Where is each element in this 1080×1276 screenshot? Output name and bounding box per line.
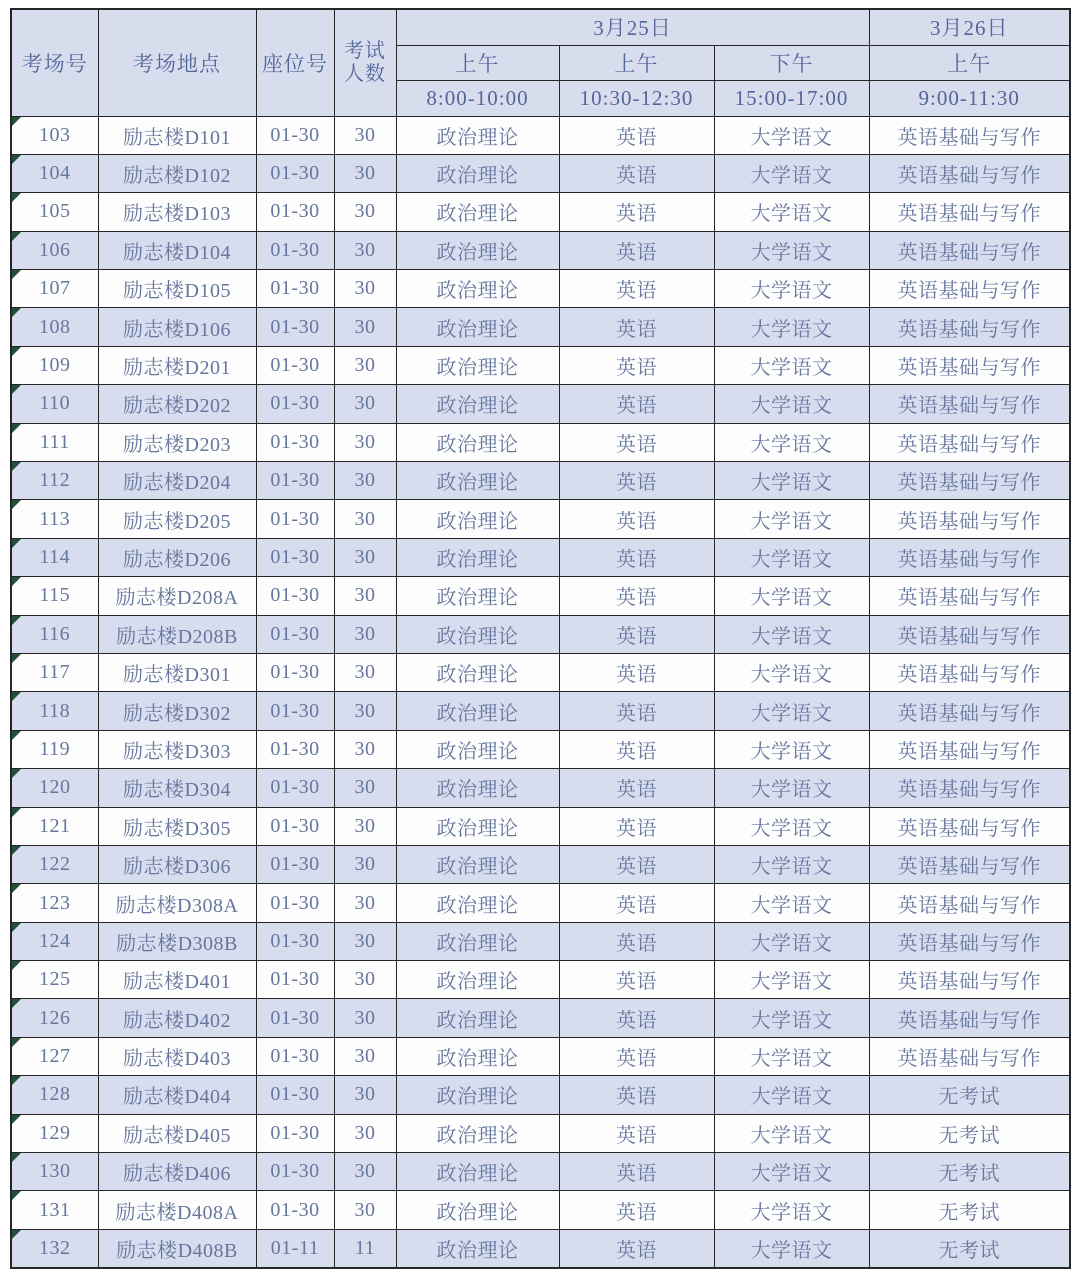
cell-session2-subject: 英语: [559, 769, 714, 807]
cell-day2-subject: 英语基础与写作: [869, 922, 1070, 960]
cell-seat-range: 01-30: [256, 615, 334, 653]
cell-location: 励志楼D304: [98, 769, 256, 807]
header-time-session3: 15:00-17:00: [714, 80, 869, 116]
cell-examinee-count: 11: [334, 1229, 396, 1267]
cell-day2-subject: 英语基础与写作: [869, 116, 1070, 154]
cell-session3-subject: 大学语文: [714, 692, 869, 730]
cell-examinee-count: 30: [334, 346, 396, 384]
header-time-session2: 10:30-12:30: [559, 80, 714, 116]
cell-room-number: 111: [11, 423, 98, 461]
cell-location: 励志楼D302: [98, 692, 256, 730]
cell-examinee-count: 30: [334, 577, 396, 615]
cell-seat-range: 01-30: [256, 577, 334, 615]
cell-day2-subject: 英语基础与写作: [869, 845, 1070, 883]
cell-room-number: 113: [11, 500, 98, 538]
cell-room-number: 132: [11, 1229, 98, 1267]
cell-location: 励志楼D401: [98, 961, 256, 999]
cell-seat-range: 01-30: [256, 231, 334, 269]
cell-location: 励志楼D405: [98, 1114, 256, 1152]
cell-day2-subject: 英语基础与写作: [869, 653, 1070, 691]
cell-room-number: 116: [11, 615, 98, 653]
cell-examinee-count: 30: [334, 1076, 396, 1114]
cell-session3-subject: 大学语文: [714, 154, 869, 192]
cell-examinee-count: 30: [334, 807, 396, 845]
cell-location: 励志楼D306: [98, 845, 256, 883]
cell-seat-range: 01-30: [256, 385, 334, 423]
cell-day2-subject: 英语基础与写作: [869, 692, 1070, 730]
table-row: [11, 423, 1070, 461]
cell-seat-range: 01-30: [256, 500, 334, 538]
cell-location: 励志楼D102: [98, 154, 256, 192]
cell-location: 励志楼D404: [98, 1076, 256, 1114]
cell-examinee-count: 30: [334, 845, 396, 883]
cell-seat-range: 01-30: [256, 116, 334, 154]
cell-location: 励志楼D305: [98, 807, 256, 845]
cell-session3-subject: 大学语文: [714, 577, 869, 615]
cell-room-number: 130: [11, 1153, 98, 1191]
cell-room-number: 109: [11, 346, 98, 384]
cell-location: 励志楼D104: [98, 231, 256, 269]
header-period-session2: 上午: [559, 45, 714, 80]
cell-room-number: 112: [11, 462, 98, 500]
schedule-table-body: [11, 116, 1070, 1268]
cell-session2-subject: 英语: [559, 615, 714, 653]
cell-seat-range: 01-30: [256, 845, 334, 883]
cell-session1-subject: 政治理论: [396, 385, 559, 423]
cell-examinee-count: 30: [334, 1153, 396, 1191]
cell-day2-subject: 英语基础与写作: [869, 385, 1070, 423]
cell-session1-subject: 政治理论: [396, 961, 559, 999]
table-row: [11, 769, 1070, 807]
cell-day2-subject: 英语基础与写作: [869, 270, 1070, 308]
cell-location: 励志楼D303: [98, 730, 256, 768]
cell-session1-subject: 政治理论: [396, 231, 559, 269]
cell-location: 励志楼D402: [98, 999, 256, 1037]
cell-location: 励志楼D105: [98, 270, 256, 308]
cell-session3-subject: 大学语文: [714, 1191, 869, 1229]
table-row: [11, 615, 1070, 653]
cell-room-number: 131: [11, 1191, 98, 1229]
table-row: [11, 116, 1070, 154]
cell-day2-subject: 英语基础与写作: [869, 769, 1070, 807]
cell-session2-subject: 英语: [559, 845, 714, 883]
table-row: [11, 538, 1070, 576]
cell-seat-range: 01-30: [256, 346, 334, 384]
cell-location: 励志楼D204: [98, 462, 256, 500]
cell-room-number: 117: [11, 653, 98, 691]
cell-location: 励志楼D201: [98, 346, 256, 384]
table-row: [11, 922, 1070, 960]
cell-session3-subject: 大学语文: [714, 730, 869, 768]
cell-session1-subject: 政治理论: [396, 538, 559, 576]
cell-day2-subject: 英语基础与写作: [869, 730, 1070, 768]
table-row: [11, 577, 1070, 615]
cell-day2-subject: 无考试: [869, 1191, 1070, 1229]
header-location: 考场地点: [98, 9, 256, 116]
cell-day2-subject: 英语基础与写作: [869, 462, 1070, 500]
cell-examinee-count: 30: [334, 961, 396, 999]
cell-day2-subject: 英语基础与写作: [869, 423, 1070, 461]
table-row: [11, 270, 1070, 308]
cell-session1-subject: 政治理论: [396, 884, 559, 922]
table-row: [11, 807, 1070, 845]
cell-day2-subject: 英语基础与写作: [869, 1037, 1070, 1075]
cell-session1-subject: 政治理论: [396, 1229, 559, 1267]
cell-examinee-count: 30: [334, 884, 396, 922]
cell-day2-subject: 英语基础与写作: [869, 961, 1070, 999]
header-period-session3: 下午: [714, 45, 869, 80]
cell-session2-subject: 英语: [559, 1191, 714, 1229]
cell-day2-subject: 英语基础与写作: [869, 346, 1070, 384]
table-row: [11, 845, 1070, 883]
cell-session2-subject: 英语: [559, 1076, 714, 1114]
cell-examinee-count: 30: [334, 500, 396, 538]
cell-room-number: 118: [11, 692, 98, 730]
cell-session2-subject: 英语: [559, 1037, 714, 1075]
header-examinee-count-line2: 人数: [344, 62, 386, 85]
header-period-session4: 上午: [869, 45, 1070, 80]
cell-session1-subject: 政治理论: [396, 308, 559, 346]
cell-session1-subject: 政治理论: [396, 769, 559, 807]
table-row: [11, 462, 1070, 500]
cell-room-number: 114: [11, 538, 98, 576]
table-row: [11, 1037, 1070, 1075]
cell-day2-subject: 英语基础与写作: [869, 538, 1070, 576]
cell-session1-subject: 政治理论: [396, 1191, 559, 1229]
cell-location: 励志楼D408A: [98, 1191, 256, 1229]
cell-session1-subject: 政治理论: [396, 653, 559, 691]
cell-session3-subject: 大学语文: [714, 385, 869, 423]
cell-seat-range: 01-30: [256, 1191, 334, 1229]
cell-seat-range: 01-30: [256, 807, 334, 845]
cell-session1-subject: 政治理论: [396, 692, 559, 730]
cell-session3-subject: 大学语文: [714, 999, 869, 1037]
cell-room-number: 129: [11, 1114, 98, 1152]
cell-day2-subject: 英语基础与写作: [869, 154, 1070, 192]
cell-room-number: 104: [11, 154, 98, 192]
cell-session2-subject: 英语: [559, 193, 714, 231]
cell-seat-range: 01-30: [256, 1114, 334, 1152]
cell-examinee-count: 30: [334, 308, 396, 346]
table-row: [11, 961, 1070, 999]
cell-room-number: 121: [11, 807, 98, 845]
cell-session3-subject: 大学语文: [714, 346, 869, 384]
cell-session2-subject: 英语: [559, 961, 714, 999]
table-row: [11, 385, 1070, 423]
cell-room-number: 127: [11, 1037, 98, 1075]
cell-session2-subject: 英语: [559, 1114, 714, 1152]
cell-session2-subject: 英语: [559, 653, 714, 691]
cell-location: 励志楼D408B: [98, 1229, 256, 1267]
cell-room-number: 125: [11, 961, 98, 999]
cell-seat-range: 01-30: [256, 270, 334, 308]
cell-room-number: 105: [11, 193, 98, 231]
cell-day2-subject: 英语基础与写作: [869, 308, 1070, 346]
cell-session1-subject: 政治理论: [396, 999, 559, 1037]
cell-session2-subject: 英语: [559, 807, 714, 845]
cell-location: 励志楼D208A: [98, 577, 256, 615]
table-row: [11, 1114, 1070, 1152]
cell-day2-subject: 英语基础与写作: [869, 999, 1070, 1037]
cell-location: 励志楼D101: [98, 116, 256, 154]
cell-examinee-count: 30: [334, 385, 396, 423]
cell-session1-subject: 政治理论: [396, 346, 559, 384]
cell-session1-subject: 政治理论: [396, 577, 559, 615]
table-row: [11, 500, 1070, 538]
cell-session1-subject: 政治理论: [396, 1076, 559, 1114]
cell-examinee-count: 30: [334, 692, 396, 730]
cell-session2-subject: 英语: [559, 116, 714, 154]
cell-examinee-count: 30: [334, 231, 396, 269]
cell-seat-range: 01-30: [256, 769, 334, 807]
cell-room-number: 108: [11, 308, 98, 346]
cell-session1-subject: 政治理论: [396, 922, 559, 960]
cell-location: 励志楼D202: [98, 385, 256, 423]
cell-seat-range: 01-30: [256, 692, 334, 730]
cell-session3-subject: 大学语文: [714, 270, 869, 308]
cell-session3-subject: 大学语文: [714, 1229, 869, 1267]
cell-session1-subject: 政治理论: [396, 807, 559, 845]
cell-session1-subject: 政治理论: [396, 1114, 559, 1152]
cell-location: 励志楼D308A: [98, 884, 256, 922]
cell-examinee-count: 30: [334, 116, 396, 154]
cell-examinee-count: 30: [334, 730, 396, 768]
header-date-mar26: 3月26日: [869, 9, 1070, 45]
cell-session3-subject: 大学语文: [714, 769, 869, 807]
cell-examinee-count: 30: [334, 653, 396, 691]
header-room-number: 考场号: [11, 9, 98, 116]
cell-seat-range: 01-30: [256, 308, 334, 346]
cell-day2-subject: 无考试: [869, 1153, 1070, 1191]
cell-location: 励志楼D308B: [98, 922, 256, 960]
table-row: [11, 730, 1070, 768]
cell-session2-subject: 英语: [559, 730, 714, 768]
cell-session2-subject: 英语: [559, 270, 714, 308]
cell-session1-subject: 政治理论: [396, 615, 559, 653]
cell-session2-subject: 英语: [559, 346, 714, 384]
cell-session3-subject: 大学语文: [714, 1153, 869, 1191]
cell-session1-subject: 政治理论: [396, 154, 559, 192]
cell-session2-subject: 英语: [559, 577, 714, 615]
cell-session1-subject: 政治理论: [396, 270, 559, 308]
cell-room-number: 110: [11, 385, 98, 423]
cell-session2-subject: 英语: [559, 154, 714, 192]
table-row: [11, 154, 1070, 192]
cell-session1-subject: 政治理论: [396, 845, 559, 883]
cell-room-number: 123: [11, 884, 98, 922]
cell-session2-subject: 英语: [559, 999, 714, 1037]
cell-seat-range: 01-11: [256, 1229, 334, 1267]
cell-location: 励志楼D403: [98, 1037, 256, 1075]
exam-schedule-table: [10, 8, 1071, 1269]
cell-session2-subject: 英语: [559, 1153, 714, 1191]
cell-day2-subject: 英语基础与写作: [869, 231, 1070, 269]
cell-day2-subject: 英语基础与写作: [869, 615, 1070, 653]
cell-seat-range: 01-30: [256, 1153, 334, 1191]
cell-session3-subject: 大学语文: [714, 1037, 869, 1075]
cell-session3-subject: 大学语文: [714, 1076, 869, 1114]
header-examinee-count: [334, 9, 396, 116]
cell-session3-subject: 大学语文: [714, 231, 869, 269]
cell-location: 励志楼D106: [98, 308, 256, 346]
header-time-session4: 9:00-11:30: [869, 80, 1070, 116]
cell-session2-subject: 英语: [559, 385, 714, 423]
cell-session3-subject: 大学语文: [714, 615, 869, 653]
cell-seat-range: 01-30: [256, 1037, 334, 1075]
cell-seat-range: 01-30: [256, 653, 334, 691]
cell-day2-subject: 无考试: [869, 1114, 1070, 1152]
cell-seat-range: 01-30: [256, 462, 334, 500]
cell-examinee-count: 30: [334, 1191, 396, 1229]
cell-room-number: 128: [11, 1076, 98, 1114]
cell-location: 励志楼D205: [98, 500, 256, 538]
cell-seat-range: 01-30: [256, 193, 334, 231]
cell-seat-range: 01-30: [256, 922, 334, 960]
cell-session2-subject: 英语: [559, 922, 714, 960]
cell-location: 励志楼D301: [98, 653, 256, 691]
cell-seat-range: 01-30: [256, 884, 334, 922]
cell-seat-range: 01-30: [256, 538, 334, 576]
cell-examinee-count: 30: [334, 769, 396, 807]
cell-session1-subject: 政治理论: [396, 730, 559, 768]
cell-examinee-count: 30: [334, 999, 396, 1037]
cell-session2-subject: 英语: [559, 231, 714, 269]
cell-room-number: 107: [11, 270, 98, 308]
cell-session3-subject: 大学语文: [714, 653, 869, 691]
table-row: [11, 231, 1070, 269]
cell-examinee-count: 30: [334, 462, 396, 500]
cell-session1-subject: 政治理论: [396, 462, 559, 500]
cell-session2-subject: 英语: [559, 500, 714, 538]
table-row: [11, 1076, 1070, 1114]
cell-examinee-count: 30: [334, 922, 396, 960]
cell-room-number: 106: [11, 231, 98, 269]
cell-examinee-count: 30: [334, 1037, 396, 1075]
cell-session1-subject: 政治理论: [396, 193, 559, 231]
cell-session1-subject: 政治理论: [396, 423, 559, 461]
cell-seat-range: 01-30: [256, 730, 334, 768]
cell-session2-subject: 英语: [559, 1229, 714, 1267]
cell-session1-subject: 政治理论: [396, 116, 559, 154]
cell-seat-range: 01-30: [256, 999, 334, 1037]
header-date-mar25: 3月25日: [396, 9, 869, 45]
cell-session2-subject: 英语: [559, 462, 714, 500]
cell-session3-subject: 大学语文: [714, 308, 869, 346]
cell-session3-subject: 大学语文: [714, 423, 869, 461]
cell-session3-subject: 大学语文: [714, 500, 869, 538]
cell-day2-subject: 无考试: [869, 1229, 1070, 1267]
cell-seat-range: 01-30: [256, 423, 334, 461]
table-row: [11, 193, 1070, 231]
cell-session3-subject: 大学语文: [714, 807, 869, 845]
table-row: [11, 692, 1070, 730]
cell-session1-subject: 政治理论: [396, 1153, 559, 1191]
cell-session3-subject: 大学语文: [714, 961, 869, 999]
cell-session3-subject: 大学语文: [714, 922, 869, 960]
cell-seat-range: 01-30: [256, 154, 334, 192]
cell-day2-subject: 英语基础与写作: [869, 884, 1070, 922]
table-row: [11, 999, 1070, 1037]
cell-location: 励志楼D208B: [98, 615, 256, 653]
cell-location: 励志楼D406: [98, 1153, 256, 1191]
table-row: [11, 346, 1070, 384]
cell-location: 励志楼D206: [98, 538, 256, 576]
cell-seat-range: 01-30: [256, 961, 334, 999]
cell-day2-subject: 英语基础与写作: [869, 577, 1070, 615]
cell-location: 励志楼D103: [98, 193, 256, 231]
header-period-session1: 上午: [396, 45, 559, 80]
cell-session3-subject: 大学语文: [714, 884, 869, 922]
cell-room-number: 126: [11, 999, 98, 1037]
header-seat-number: 座位号: [256, 9, 334, 116]
cell-day2-subject: 英语基础与写作: [869, 193, 1070, 231]
cell-session2-subject: 英语: [559, 884, 714, 922]
cell-session3-subject: 大学语文: [714, 462, 869, 500]
cell-room-number: 124: [11, 922, 98, 960]
cell-day2-subject: 无考试: [869, 1076, 1070, 1114]
cell-examinee-count: 30: [334, 423, 396, 461]
cell-session1-subject: 政治理论: [396, 1037, 559, 1075]
cell-session2-subject: 英语: [559, 538, 714, 576]
cell-room-number: 103: [11, 116, 98, 154]
cell-examinee-count: 30: [334, 154, 396, 192]
cell-session2-subject: 英语: [559, 423, 714, 461]
cell-session3-subject: 大学语文: [714, 116, 869, 154]
cell-seat-range: 01-30: [256, 1076, 334, 1114]
cell-session2-subject: 英语: [559, 692, 714, 730]
cell-room-number: 119: [11, 730, 98, 768]
cell-session3-subject: 大学语文: [714, 845, 869, 883]
cell-session3-subject: 大学语文: [714, 538, 869, 576]
cell-room-number: 115: [11, 577, 98, 615]
cell-examinee-count: 30: [334, 270, 396, 308]
cell-day2-subject: 英语基础与写作: [869, 500, 1070, 538]
table-row: [11, 1191, 1070, 1229]
cell-room-number: 122: [11, 845, 98, 883]
cell-day2-subject: 英语基础与写作: [869, 807, 1070, 845]
cell-location: 励志楼D203: [98, 423, 256, 461]
cell-session2-subject: 英语: [559, 308, 714, 346]
cell-session3-subject: 大学语文: [714, 193, 869, 231]
table-row: [11, 1229, 1070, 1267]
cell-examinee-count: 30: [334, 538, 396, 576]
header-time-session1: 8:00-10:00: [396, 80, 559, 116]
cell-session3-subject: 大学语文: [714, 1114, 869, 1152]
table-row: [11, 884, 1070, 922]
cell-examinee-count: 30: [334, 615, 396, 653]
cell-room-number: 120: [11, 769, 98, 807]
table-row: [11, 653, 1070, 691]
header-examinee-count-line1: 考试: [344, 39, 386, 62]
table-row: [11, 308, 1070, 346]
cell-session1-subject: 政治理论: [396, 500, 559, 538]
cell-examinee-count: 30: [334, 193, 396, 231]
table-row: [11, 1153, 1070, 1191]
cell-examinee-count: 30: [334, 1114, 396, 1152]
